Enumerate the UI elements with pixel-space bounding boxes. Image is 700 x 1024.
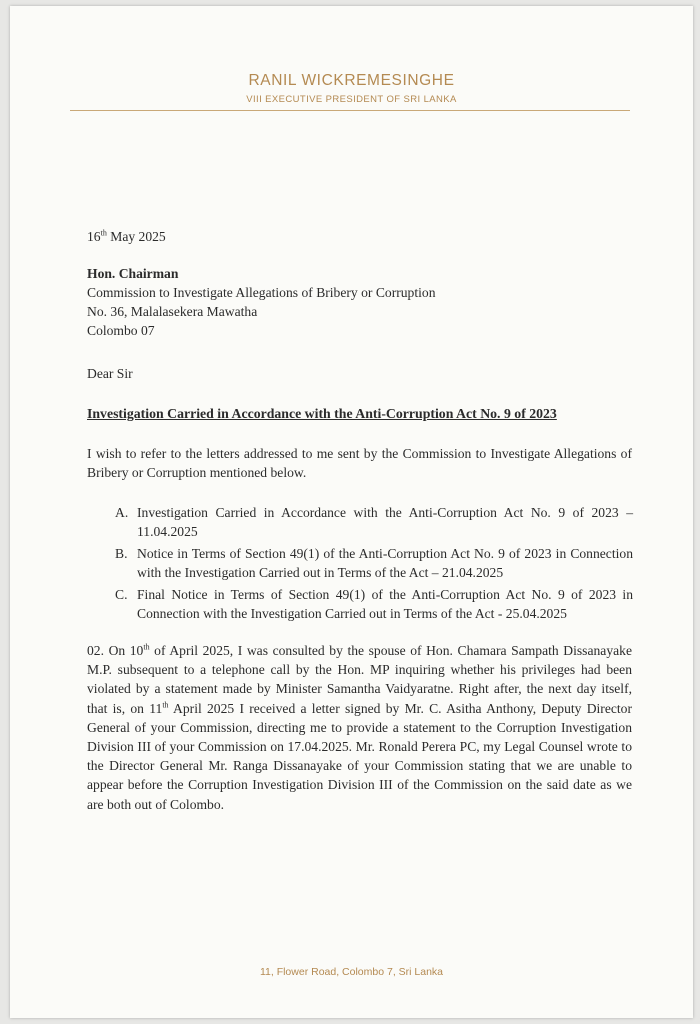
- addressee-line-2: No. 36, Malalasekera Mawatha: [87, 304, 258, 319]
- ordinal-suffix: th: [162, 700, 169, 710]
- paragraph-2-part-2: of April 2025, I was consulted by the spouse of Hon. Chamara Sampath Dissanayake M.P. subsequent to a telephone call by the Hon. MP inquiring whether his privileges had been violated by a statement made by Minister Samantha Vaidyaratne. Right after, the next day itself, that is, on 11: [87, 643, 632, 716]
- letterhead-divider: [70, 110, 630, 111]
- list-item-letter: C.: [115, 587, 128, 602]
- date-day: 16: [87, 229, 101, 244]
- list-item-letter: A.: [115, 505, 129, 520]
- list-item: [115, 585, 633, 623]
- subject-line: Investigation Carried in Accordance with the Anti-Corruption Act No. 9 of 2023: [87, 406, 557, 421]
- letter-date: [87, 227, 632, 246]
- list-item-letter: B.: [115, 546, 128, 561]
- salutation: Dear Sir: [87, 366, 133, 381]
- letter-page: [10, 6, 693, 1018]
- list-item: [115, 503, 633, 541]
- footer-address: 11, Flower Road, Colombo 7, Sri Lanka: [259, 966, 444, 978]
- addressee-block: [87, 264, 632, 340]
- list-item-text: Investigation Carried in Accordance with the Anti-Corruption Act No. 9 of 2023 – 11.04.2025: [137, 505, 633, 539]
- addressee-line-3: Colombo 07: [87, 323, 155, 338]
- list-item: [115, 544, 633, 582]
- paragraph-2-part-3: April 2025 I received a letter signed by Mr. C. Asitha Anthony, Deputy Director General of your Commission, directing me to provide a statement to the Corruption Investigation Division III of your Commission on 17.04.2025. Mr. Ronald Perera PC, my Legal Counsel wrote to the Director General Mr. Ranga Dissanayake of your Commission stating that we are unable to appear before the Corruption Investigation Division III of the Commission on the said date as we are both out of Colombo.: [87, 700, 632, 812]
- list-item-text: Final Notice in Terms of Section 49(1) of the Anti-Corruption Act No. 9 of 2023 in Connection with the Investigation Carried out in Terms of the Act - 25.04.2025: [137, 587, 633, 621]
- ordinal-suffix: th: [143, 642, 150, 652]
- addressee-line-1: Commission to Investigate Allegations of Bribery or Corruption: [87, 285, 436, 300]
- date-suffix: th: [100, 228, 107, 238]
- date-month-year: May 2025: [106, 229, 166, 244]
- paragraph-1: I wish to refer to the letters addressed to me sent by the Commission to Investigate Allegations of Bribery or Corruption mentioned below.: [87, 446, 632, 480]
- paragraph-2: [87, 641, 632, 814]
- addressee-title: Hon. Chairman: [87, 266, 179, 281]
- letterhead-name: RANIL WICKREMESINGHE: [248, 72, 455, 89]
- paragraph-2-part-1: 02. On 10: [87, 643, 144, 658]
- list-item-text: Notice in Terms of Section 49(1) of the Anti-Corruption Act No. 9 of 2023 in Connection with the Investigation Carried out in Terms of the Act – 21.04.2025: [137, 546, 633, 580]
- letter-list: [115, 503, 633, 626]
- letterhead-subtitle: VIII EXECUTIVE PRESIDENT OF SRI LANKA: [246, 94, 457, 105]
